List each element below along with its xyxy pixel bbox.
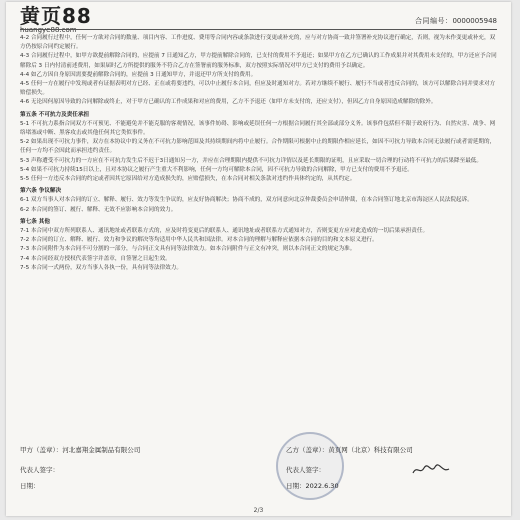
party-a-date: 日期： (20, 482, 40, 490)
contract-number-value: 0000005948 (452, 17, 497, 25)
section-heading: 第五条 不可抗力及责任承担 (20, 111, 90, 118)
party-a-line: 甲方（盖章）：河北嘉翔金属制品有限公司 (20, 446, 141, 454)
clause-paragraph: 4-3 合同履行过程中，如甲方欲提前解除合同的，应提前 7 日通知乙方，甲方提前解除合同的，已支付的费用不予退还；如果甲方在乙方已确认的工作成果并对其费用未支付的，甲方还应予合同解除后 3 日内付清前述费用，如果届时乙方所提供的服务不符合乙方在签署前的服务标准，双方按照实际情况对甲方已支付的费用予以确定。 (20, 53, 497, 69)
clause-paragraph: 5-2 如果出现不可抗力事件，双方在本协议中的义务在不可抗力影响范围及其持续期间内将中止履行。合作期限可根据中止的期限作相应延长，如因不可抗力导致本合同无法履行或者需延期的，任何一方均不会因此而承担违约责任。 (20, 139, 496, 155)
clause-paragraph: 4-4 如乙方因自身原因需要提前解除合同的，应提前 3 日通知甲方，并退还甲方所支付的费用。 (20, 71, 257, 78)
party-a-representative: 代表人签字： (20, 466, 59, 474)
clause-paragraph: 6-1 双方当事人对本合同的订立、解释、履行、效力等发生争议的，应友好协商解决；协商不成的，双方同意向北京仲裁委员会申请仲裁，在本合同签订地北京市海淀区人民法院起诉。 (20, 197, 473, 204)
party-b-date: 日期：2022.6.30 (286, 482, 339, 490)
clause-paragraph: 4-6 无论因何原因导致的合同解除或终止，对于甲方已确认的工作成果和对应的费用，乙方不予退还（如甲方未支付的，还应支付），但因乙方自身原因造成解除的除外。 (20, 99, 437, 106)
header-divider (20, 29, 497, 30)
party-b-line: 乙方（盖章）：黄页网（北京）科技有限公司 (286, 446, 413, 454)
clause-paragraph: 4-2 合同履行过程中，任何一方欲对合同的数量、项目内容、工作进度、费用等合同内容或条款进行变更或补充的，应与对方协商一致并签署补充协议进行确定，否则，视为未作变更或补充，双方仍按原合同约定履行。 (20, 35, 496, 51)
clause-paragraph: 5-5 任何一方违反本合同的约定或者因其它原因给对方造成损失的，应赔偿损失，在本合同对相关条款对违约作具体约定的，从其约定。 (20, 176, 356, 183)
contract-number (415, 16, 497, 26)
clause-paragraph: 6-2 本合同的签订、履行、解释、无效不应影响本合同的效力。 (20, 206, 177, 213)
clause-paragraph: 7-3 本合同附件为本合同不可分割的一部分，与合同正文具有同等法律效力。如本合同附件与正文有冲突，则以本合同正文的规定为准。 (20, 246, 356, 253)
clause-paragraph: 7-4 本合同经双方授权代表签字并盖章，自签署之日起生效。 (20, 255, 171, 262)
contract-page (6, 2, 511, 516)
clause-paragraph: 5-3 声称遭受不可抗力的一方应在不可抗力发生后不迟于3日通知另一方，并应在合理期限内提供不可抗力详情以及延长期限的证明，且应采取一切合理的行动将不可抗力的后果降至最低。 (20, 157, 482, 164)
handwritten-signature (411, 463, 451, 477)
clause-paragraph: 4-5 任何一方在履行中发现或者有证据表明对方已经、正在或将要违约，可以中止履行本合同，但应及时通知对方。若对方继续不履行、履行不当或者违反合同的，该方可以解除合同并要求对方赔偿损失。 (20, 81, 496, 97)
clause-paragraph: 7-1 本合同中双方所列联系人、通讯地址或者联系方式的，应及时将变更后的联系人、通讯地址或者联系方式通知对方，否则变更方应对此造成的一切后果承担责任。 (20, 228, 429, 235)
clause-paragraph: 7-2 本合同的订立、解释、履行、效力和争议的解决等均适用中华人民共和国法律。对本合同的理解与解释应依据本合同的目的和文本原义进行。 (20, 237, 378, 244)
page-number: 2/3 (253, 507, 264, 514)
contract-body (20, 34, 497, 273)
section-heading: 第六条 争议解决 (20, 188, 62, 195)
section-heading: 第七条 其他 (20, 218, 50, 225)
clause-paragraph: 5-4 如果不可抗力持续15日以上，且对本协议之履行产生重大不利影响，任何一方均可解除本合同，因不可抗力导致的合同解除，甲方已支付的费用不予退还。 (20, 166, 413, 173)
logo-domain-text: huangye88.com (20, 26, 77, 34)
contract-number-label: 合同编号： (414, 17, 453, 25)
clause-paragraph: 5-1 不可抗力系指合同双方不可预见、不能避免并不能克服的客观情况，该事件妨碍、影响或延误任何一方根据合同履行其全部或部分义务。该事件包括但不限于政府行为、自然灾害、战争、网络堵塞或中断、黑客攻击或其他任何其它类似事件。 (20, 120, 496, 137)
logo-main-text: 黄页88 (20, 4, 92, 28)
party-b-representative: 代表人签字： (286, 466, 325, 474)
clause-paragraph: 7-5 本合同一式两份，双方当事人各执一份，具有同等法律效力。 (20, 264, 182, 271)
